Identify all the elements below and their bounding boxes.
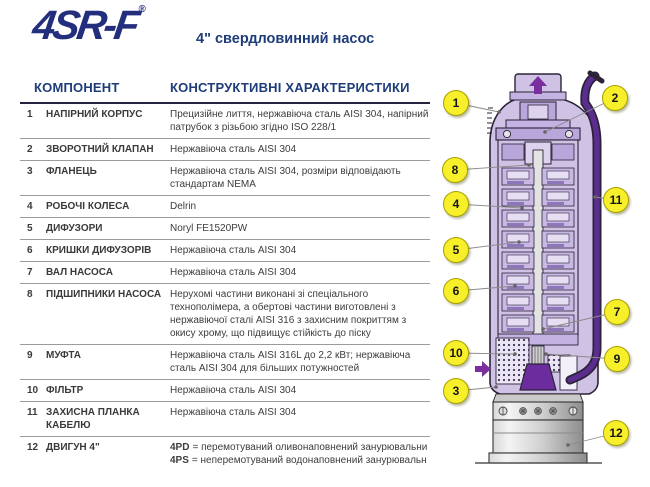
component-name: ФЛАНЕЦЬ: [46, 166, 97, 177]
component-desc: Нержавіюча сталь AISI 304: [170, 407, 297, 418]
row-number: 12: [27, 442, 39, 453]
callout-badge-12: 12: [603, 420, 629, 446]
callout-badge-9: 9: [604, 346, 630, 372]
table-rows: [20, 102, 430, 471]
motor-type-line: [170, 441, 430, 454]
motor-type-code: 4PS: [170, 455, 189, 466]
motor-vents: [520, 408, 557, 415]
component-desc: Noryl FE1520PW: [170, 223, 248, 234]
component-desc: Нержавіюча сталь AISI 316L до 2,2 кВт; нержавіюча сталь AISI 304 для більших потужностей: [170, 350, 411, 374]
table-row: [20, 262, 430, 284]
table-row: [20, 104, 430, 139]
row-number: 6: [27, 245, 33, 256]
component-name: ФІЛЬТР: [46, 385, 84, 396]
table-row: [20, 240, 430, 262]
component-desc: Delrin: [170, 201, 197, 212]
components-table: [20, 80, 430, 471]
component-desc: Нержавіюча сталь AISI 304: [170, 267, 297, 278]
component-name: ПІДШИПНИКИ НАСОСА: [46, 289, 162, 300]
callout-badge-1: 1: [443, 90, 469, 116]
pump-motor: [475, 394, 602, 463]
table-row: [20, 380, 430, 402]
callout-badge-7: 7: [604, 299, 630, 325]
pump-cutaway-diagram: [432, 58, 650, 487]
table-row: [20, 284, 430, 345]
row-number: 9: [27, 350, 33, 361]
page-subtitle: 4" свердловинний насос: [196, 31, 375, 47]
table-row: [20, 139, 430, 161]
callout-badge-8: 8: [442, 157, 468, 183]
component-name: ДВИГУН 4": [46, 442, 100, 453]
table-row: [20, 402, 430, 437]
row-number: 8: [27, 289, 33, 300]
callout-badge-6: 6: [443, 278, 469, 304]
table-row: [20, 161, 430, 196]
table-row: [20, 437, 430, 471]
component-desc: Прецизійне лиття, нержавіюча сталь AISI 304, напірний патрубок з різьбою згідно ISO 228/1: [170, 109, 429, 133]
row-number: 11: [27, 407, 38, 418]
brand-logo-text: 4SR-F: [29, 2, 140, 48]
pump-flange: [496, 128, 580, 140]
table-row: [20, 218, 430, 240]
column-header-component: КОМПОНЕНТ: [34, 80, 120, 95]
callout-badge-10: 10: [443, 340, 469, 366]
registered-mark: ®: [138, 4, 146, 15]
brand-logo: [29, 2, 146, 49]
table-row: [20, 196, 430, 218]
component-name: МУФТА: [46, 350, 82, 361]
component-name: ЗВОРОТНИЙ КЛАПАН: [46, 144, 154, 155]
row-number: 2: [27, 144, 33, 155]
column-header-specs: КОНСТРУКТИВНІ ХАРАКТЕРИСТИКИ: [170, 80, 410, 95]
table-header: [20, 80, 430, 102]
callout-badge-4: 4: [443, 191, 469, 217]
pump-shaft: [533, 150, 543, 348]
component-name: НАПІРНИЙ КОРПУС: [46, 109, 143, 120]
callout-badge-11: 11: [603, 187, 629, 213]
motor-type-text: = перемотуваний оливонаповнений занурювальни: [192, 442, 428, 453]
row-number: 7: [27, 267, 33, 278]
cable-conduit: [560, 356, 577, 390]
component-desc: Нержавіюча сталь AISI 304, розміри відповідають стандартам NEMA: [170, 166, 401, 190]
callout-badge-3: 3: [443, 378, 469, 404]
table-row: [20, 345, 430, 380]
callout-badge-5: 5: [443, 237, 469, 263]
row-number: 3: [27, 166, 33, 177]
component-desc: Нержавіюча сталь AISI 304: [170, 144, 297, 155]
component-name: ЗАХИСНА ПЛАНКА КАБЕЛЮ: [46, 407, 140, 431]
component-desc: Нержавіюча сталь AISI 304: [170, 245, 297, 256]
row-number: 5: [27, 223, 33, 234]
component-name: ДИФУЗОРИ: [46, 223, 103, 234]
row-number: 10: [27, 385, 39, 396]
component-name: ВАЛ НАСОСА: [46, 267, 114, 278]
motor-type-text: = неперемотуваний водонаповнений занурювальн: [191, 455, 427, 466]
component-name: КРИШКИ ДИФУЗОРІВ: [46, 245, 152, 256]
motor-type-line: [170, 454, 430, 467]
component-desc: Нержавіюча сталь AISI 304: [170, 385, 297, 396]
component-desc: [170, 441, 430, 467]
row-number: 1: [27, 109, 33, 120]
motor-type-code: 4PD: [170, 442, 190, 453]
row-number: 4: [27, 201, 33, 212]
callout-badge-2: 2: [602, 85, 628, 111]
component-desc: Нерухомі частини виконані зі спеціального технополімера, а обертові частини виготовлені з нержавіючої сталі AISI 316 з захисним покриттям з окису хрому, що підвищує стійкість до піску: [170, 289, 407, 339]
inlet-arrow-icon: [475, 361, 491, 377]
discharge-head: [510, 74, 566, 100]
component-name: РОБОЧІ КОЛЕСА: [46, 201, 130, 212]
